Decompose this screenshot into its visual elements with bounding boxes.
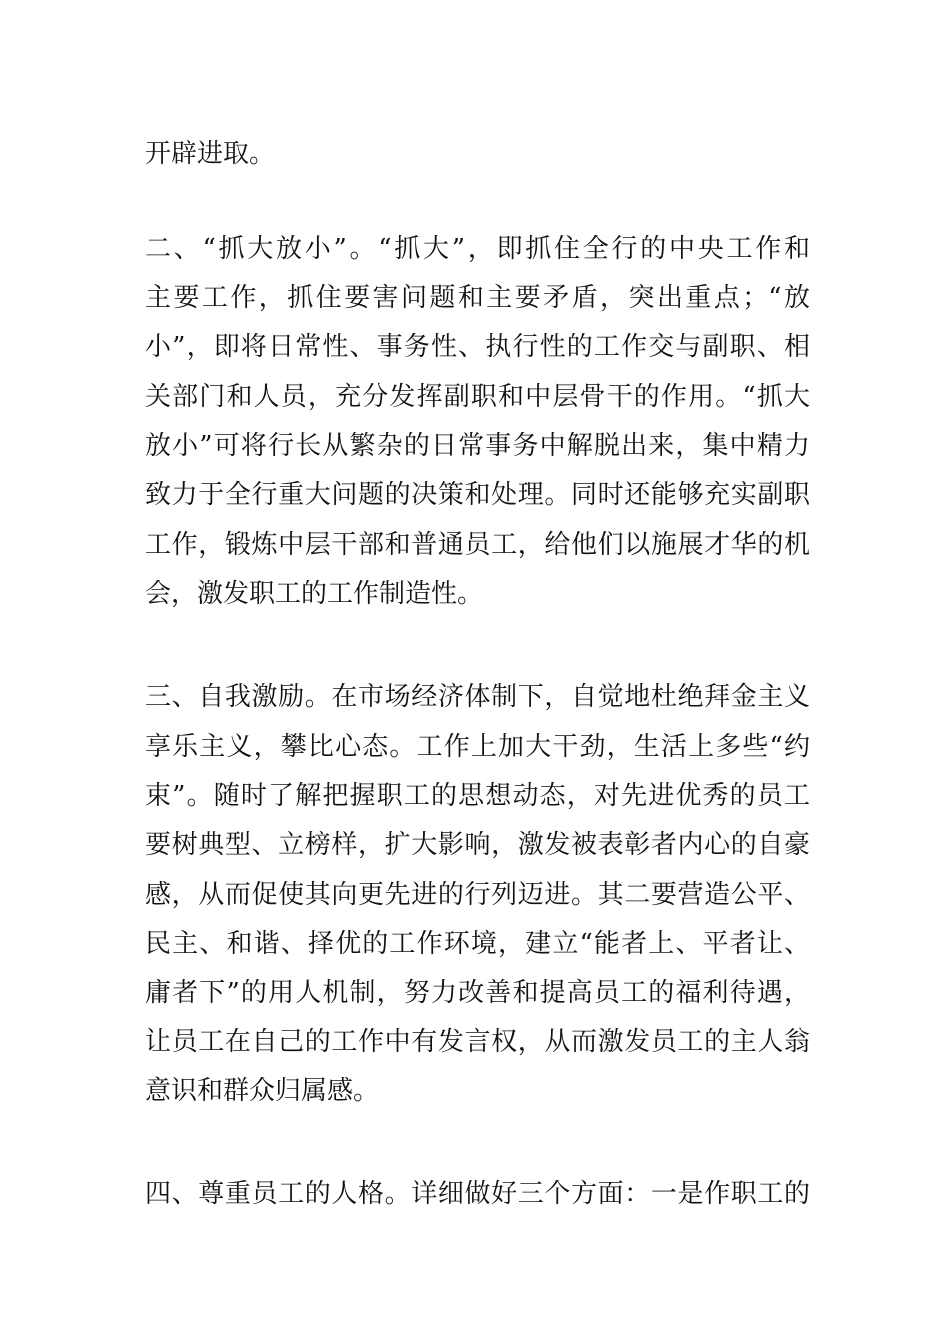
text-line: 享乐主义，攀比心态。工作上加大干劲，生活上多些“约	[145, 732, 810, 762]
text-line: 庸者下”的用人机制，努力改善和提高员工的福利待遇，	[145, 978, 810, 1008]
text-line: 工作，锻炼中层干部和普通员工，给他们以施展才华的机	[145, 530, 810, 560]
text-line: 民主、和谐、择优的工作环境，建立“能者上、平者让、	[145, 929, 810, 959]
text-line: 放小”可将行长从繁杂的日常事务中解脱出来，集中精力	[145, 431, 810, 461]
text-line: 四、尊重员工的人格。详细做好三个方面：一是作职工的	[145, 1179, 810, 1209]
text-line: 关部门和人员，充分发挥副职和中层骨干的作用。“抓大	[145, 382, 810, 412]
text-line: 束”。随时了解把握职工的思想动态，对先进优秀的员工	[145, 781, 810, 811]
text-line: 二、“抓大放小”。“抓大”，即抓住全行的中央工作和	[145, 234, 810, 264]
text-line: 致力于全行重大问题的决策和处理。同时还能够充实副职	[145, 480, 810, 510]
text-line: 三、自我激励。在市场经济体制下，自觉地杜绝拜金主义	[145, 682, 810, 712]
text-line: 让员工在自己的工作中有发言权，从而激发员工的主人翁	[145, 1027, 810, 1057]
text-line: 感，从而促使其向更先进的行列迈进。其二要营造公平、	[145, 880, 810, 910]
text-line: 要树典型、立榜样，扩大影响，激发被表彰者内心的自豪	[145, 830, 810, 860]
text-line: 小”，即将日常性、事务性、执行性的工作交与副职、相	[145, 332, 810, 362]
text-line: 会，激发职工的工作制造性。	[145, 579, 484, 609]
text-line: 主要工作，抓住要害问题和主要矛盾，突出重点；“放	[145, 283, 810, 313]
text-line: 意识和群众归属感。	[145, 1076, 380, 1106]
text-line: 开辟进取。	[145, 139, 276, 169]
